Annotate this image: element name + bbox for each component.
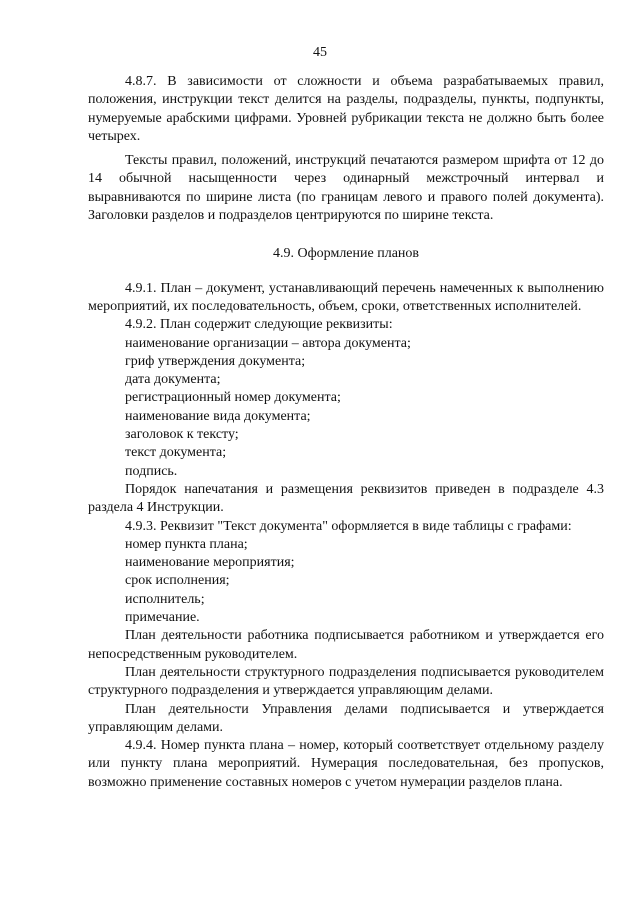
paragraph-4-9-2: 4.9.2. План содержит следующие реквизиты:: [125, 317, 393, 333]
paragraph-4-9-4: 4.9.4. Номер пункта плана – номер, который соответствует отдельному разделу или пункту плана мероприятий. Нумерация последовательная, без пропусков, возможно применение составных номеров с учетом нумерации разделов плана.: [88, 738, 604, 790]
paragraph-4-8-7: 4.8.7. В зависимости от сложности и объема разрабатываемых правил, положения, инструкции текст делится на разделы, подразделы, пункты, подпункты, нумеруемые арабскими цифрами. Уровней рубрикации текста не должно быть более четырех.: [88, 74, 604, 144]
paragraph-4-9-1: 4.9.1. План – документ, устанавливающий перечень намеченных к выполнению мероприятий, их последовательность, объем, сроки, ответственных исполнителей.: [88, 280, 604, 314]
column-item: срок исполнения;: [125, 573, 230, 589]
requisite-item: регистрационный номер документа;: [125, 390, 341, 406]
requisite-item: наименование вида документа;: [125, 408, 311, 424]
requisite-item: наименование организации – автора документа;: [125, 335, 411, 351]
column-item: исполнитель;: [125, 591, 205, 607]
paragraph-requisite-order: Порядок напечатания и размещения реквизитов приведен в подразделе 4.3 раздела 4 Инструкции.: [88, 481, 604, 516]
requisite-item: заголовок к тексту;: [125, 427, 239, 443]
section-title: 4.9. Оформление планов: [272, 246, 420, 262]
requisite-item: подпись.: [125, 463, 178, 479]
paragraph-admin-plan: План деятельности Управления делами подписывается и утверждается управляющим делами.: [88, 701, 604, 735]
column-item: наименование мероприятия;: [125, 555, 295, 571]
column-item: номер пункта плана;: [125, 536, 248, 552]
requisite-item: дата документа;: [125, 372, 221, 388]
requisite-item: текст документа;: [125, 445, 227, 461]
page-number: 45: [313, 45, 327, 60]
paragraph-4-9-3: 4.9.3. Реквизит "Текст документа" оформляется в виде таблицы с графами:: [125, 518, 572, 534]
paragraph-unit-plan: План деятельности структурного подразделения подписывается руководителем структурного подразделения и утверждается управляющим делами.: [88, 664, 604, 699]
requisite-item: гриф утверждения документа;: [125, 353, 306, 369]
paragraph-worker-plan: План деятельности работника подписывается работником и утверждается его непосредственным руководителем.: [88, 628, 604, 662]
column-item: примечание.: [125, 610, 200, 626]
document-body: [88, 73, 604, 792]
paragraph-font-rules: Тексты правил, положений, инструкций печатаются размером шрифта от 12 до 14 обычной насыщенности через одинарный межстрочный интервал и выравниваются по ширине листа (по границам левого и правого полей документа). Заголовки разделов и подразделов центрируются по ширине текста.: [88, 153, 604, 224]
